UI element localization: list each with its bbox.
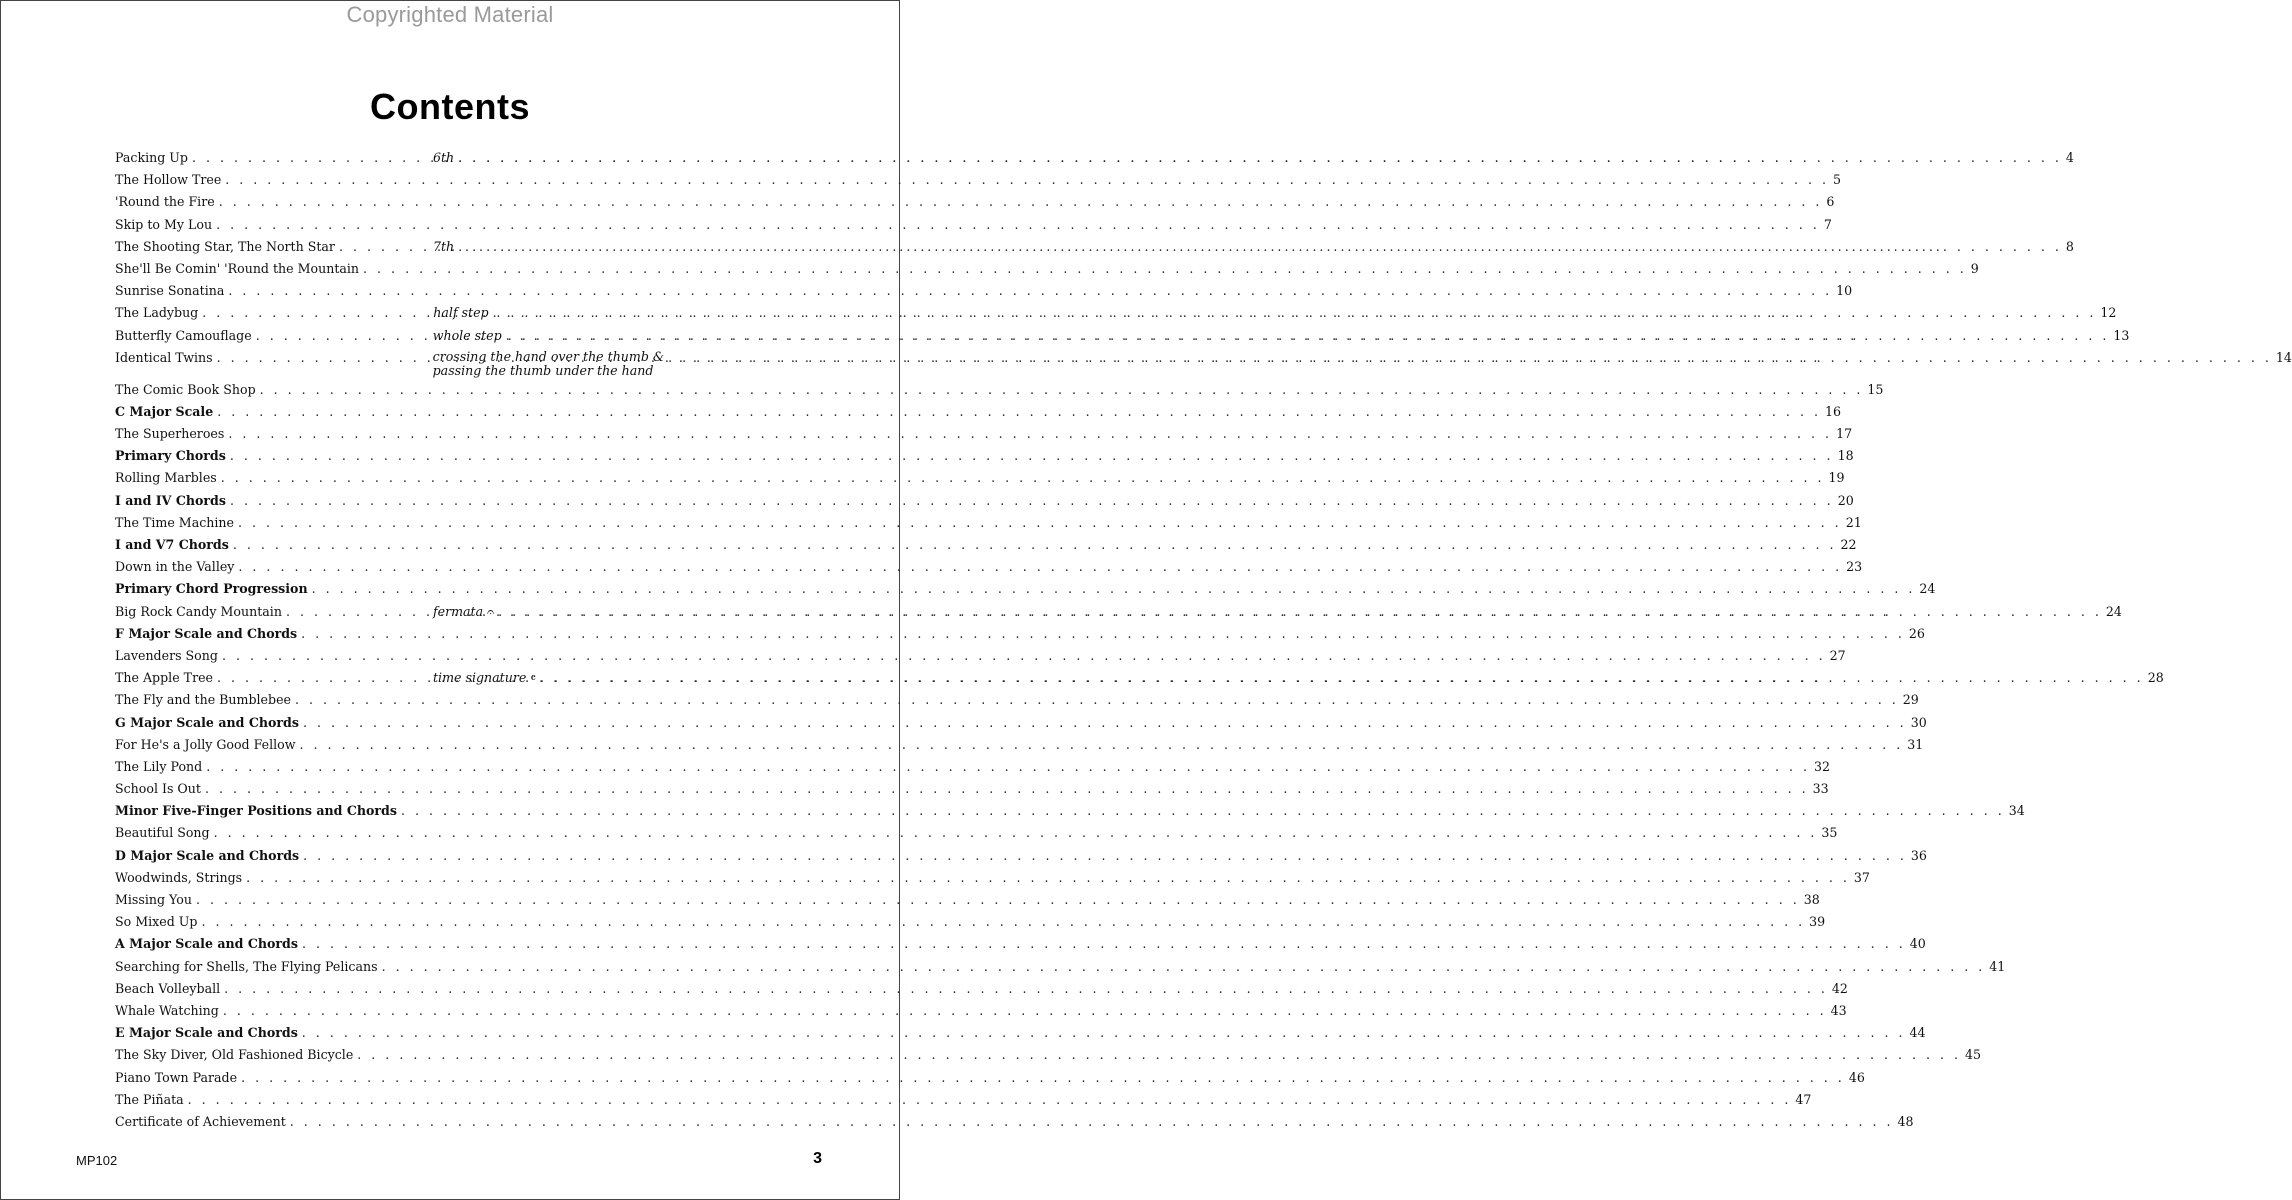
- toc-entry-title: Packing Up: [115, 150, 188, 165]
- toc-entry: [115, 889, 1820, 911]
- toc-entry-page: 12: [2100, 305, 2117, 321]
- dot-leader: [303, 845, 1907, 867]
- toc-entry: [115, 1111, 1914, 1133]
- toc-entry-title: The Fly and the Bumblebee: [115, 692, 291, 708]
- toc-entry: [115, 490, 1854, 512]
- toc-entry-page: 14: [2275, 349, 2292, 365]
- toc-entry: [115, 302, 2117, 324]
- toc-entry-note: [433, 236, 454, 258]
- toc-entry-title: Lavenders Song: [115, 647, 218, 663]
- dot-leader: [192, 147, 429, 169]
- toc-entry-note-text: 7th: [432, 238, 455, 254]
- toc-entry: [115, 578, 1936, 600]
- toc-entry: [115, 867, 1870, 889]
- toc-entry-page: 21: [1845, 514, 1862, 530]
- toc-entry-note: [433, 147, 454, 169]
- toc-entry-note: [433, 347, 665, 378]
- toc-entry-page: 35: [1821, 825, 1838, 841]
- toc-entry-page: 9: [1970, 260, 1979, 276]
- toc-entry-page: 23: [1846, 559, 1863, 575]
- time-signature-icon: 𝄴: [530, 670, 536, 686]
- toc-entry-page: 16: [1824, 403, 1841, 419]
- dot-leader: [217, 347, 429, 378]
- dot-leader: [260, 379, 1864, 401]
- toc-entry-title: Whale Watching: [115, 1002, 219, 1018]
- toc-entry: [115, 280, 1853, 302]
- toc-entry-title: The Superheroes: [115, 426, 225, 442]
- toc-entry: [115, 534, 1857, 556]
- toc-entry-title: Missing You: [115, 892, 192, 907]
- toc-entry: [115, 778, 1829, 800]
- dot-leader: [225, 169, 1829, 191]
- toc-entry: [115, 236, 2074, 258]
- toc-entry-page: 24: [1919, 581, 1936, 597]
- toc-entry-page: 27: [1829, 647, 1846, 663]
- toc-entry-title: Primary Chord Progression: [115, 581, 308, 597]
- dot-leader: [382, 956, 1986, 978]
- toc-entry-title: Sunrise Sonatina: [115, 283, 225, 299]
- toc-entry-page: 36: [1910, 847, 1927, 863]
- toc-entry-page: 8: [2065, 238, 2074, 254]
- toc-entry-title: School Is Out: [115, 781, 201, 797]
- toc-entry-note-text: time signature: [433, 670, 527, 686]
- dot-leader: [217, 401, 1821, 423]
- toc-entry-title: The Hollow Tree: [115, 172, 222, 188]
- toc-entry-note-line2: passing the thumb under the hand: [432, 362, 654, 378]
- toc-entry-page: 13: [2113, 327, 2130, 343]
- toc-entry-title: The Sky Diver, Old Fashioned Bicycle: [115, 1047, 354, 1063]
- toc-entry-page: 42: [1831, 980, 1848, 996]
- toc-entry: [115, 956, 2006, 978]
- toc-entry-page: 19: [1828, 470, 1845, 486]
- dot-leader: [201, 911, 1805, 933]
- toc-entry: [115, 933, 1926, 955]
- dot-leader: [221, 467, 1825, 489]
- toc-entry: [115, 147, 2074, 169]
- dot-leader: [668, 347, 2272, 378]
- dot-leader: [363, 258, 1967, 280]
- toc-entry-title: I and IV Chords: [115, 492, 226, 508]
- dot-leader: [493, 302, 2097, 324]
- toc-entry-title: C Major Scale: [115, 403, 214, 419]
- toc-entry-note: [433, 601, 494, 623]
- toc-entry-page: 20: [1837, 492, 1854, 508]
- toc-entry: [115, 512, 1862, 534]
- toc-entry-title: Beach Volleyball: [115, 980, 221, 996]
- toc-entry-page: 26: [1908, 625, 1925, 641]
- toc-entry: [115, 756, 1830, 778]
- toc-entry: [115, 1022, 1926, 1044]
- toc-entry: [115, 734, 1924, 756]
- dot-leader: [217, 667, 429, 689]
- dot-leader: [301, 623, 1905, 645]
- toc-entry: [115, 169, 1842, 191]
- toc-entry-title: The Lily Pond: [115, 758, 203, 774]
- dot-leader: [238, 556, 1842, 578]
- toc-entry-title: D Major Scale and Chords: [115, 847, 300, 863]
- dot-leader: [238, 512, 1842, 534]
- toc-entry: [115, 556, 1863, 578]
- toc-entry-title: Piano Town Parade: [115, 1069, 238, 1085]
- dot-leader: [228, 280, 1832, 302]
- dot-leader: [302, 1022, 1906, 1044]
- toc-entry-title: Primary Chords: [115, 448, 226, 464]
- toc-entry-title: F Major Scale and Chords: [115, 625, 298, 641]
- dot-leader: [286, 601, 429, 623]
- toc-entry-page: 7: [1823, 216, 1832, 232]
- toc-entry-page: 44: [1909, 1025, 1926, 1041]
- toc-entry-title: G Major Scale and Chords: [115, 714, 299, 730]
- toc-entry-note: [433, 302, 488, 324]
- page-number: 3: [813, 1150, 822, 1167]
- dot-leader: [214, 822, 1818, 844]
- dot-leader: [540, 667, 2144, 689]
- fermata-icon: 𝄐: [487, 603, 495, 619]
- toc-entry-page: 48: [1897, 1113, 1914, 1129]
- dot-leader: [246, 867, 1850, 889]
- toc-entry-page: 41: [1989, 958, 2006, 974]
- toc-entry-page: 22: [1840, 537, 1857, 552]
- toc-entry-title: The Shooting Star, The North Star: [115, 238, 335, 254]
- toc-entry-title: The Piñata: [115, 1091, 184, 1107]
- dot-leader: [233, 534, 1837, 556]
- copyright-watermark: Copyrighted Material: [346, 2, 554, 27]
- toc-entry-title: The Time Machine: [115, 514, 234, 530]
- dot-leader: [498, 601, 2102, 623]
- toc-entry: [115, 623, 1925, 645]
- toc-entry-title: She'll Be Comin' 'Round the Mountain: [115, 260, 360, 276]
- toc-entry-page: 37: [1853, 869, 1870, 885]
- toc-entry: [115, 1044, 1982, 1066]
- toc-entry-title: Minor Five-Finger Positions and Chords: [115, 803, 397, 819]
- toc-entry-page: 43: [1830, 1002, 1847, 1018]
- toc-entry-page: 31: [1907, 736, 1924, 752]
- toc-entry-page: 30: [1910, 714, 1927, 730]
- toc-entry-title: Beautiful Song: [115, 825, 210, 841]
- toc-entry-page: 45: [1965, 1047, 1982, 1063]
- dot-leader: [216, 214, 1820, 236]
- toc-entry-title: 'Round the Fire: [115, 194, 215, 210]
- toc-entry-title: The Ladybug: [115, 305, 199, 321]
- toc-entry: [115, 1000, 1847, 1022]
- toc-entry-page: 39: [1809, 914, 1826, 930]
- toc-entry-page: 38: [1803, 892, 1820, 907]
- dot-leader: [202, 302, 429, 324]
- toc-entry-title: The Comic Book Shop: [115, 381, 256, 397]
- toc-entry: [115, 1089, 1812, 1111]
- toc-entry-note-line1: crossing the hand over the thumb &: [432, 348, 665, 364]
- toc-entry: [115, 191, 1835, 213]
- toc-entry-page: 17: [1836, 426, 1853, 442]
- toc-entry: [115, 601, 2122, 623]
- toc-entry: [115, 689, 1919, 711]
- toc-entry-page: 15: [1867, 381, 1884, 397]
- dot-leader: [222, 645, 1826, 667]
- toc-entry-page: 40: [1909, 936, 1926, 952]
- toc-entry-note-text: fermata: [432, 603, 484, 619]
- toc-entry-note: [433, 667, 536, 689]
- dot-leader: [357, 1044, 1961, 1066]
- toc-entry-title: The Apple Tree: [115, 670, 213, 686]
- dot-leader: [196, 889, 1800, 911]
- dot-leader: [506, 325, 2110, 347]
- toc-entry: [115, 347, 2292, 379]
- toc-entry-page: 46: [1848, 1069, 1865, 1085]
- dot-leader: [303, 712, 1907, 734]
- toc-entry-note: [433, 325, 502, 347]
- toc-entry-page: 32: [1813, 758, 1830, 774]
- dot-leader: [300, 734, 1904, 756]
- toc-entry: [115, 845, 1927, 867]
- dot-leader: [458, 147, 2062, 169]
- dot-leader: [223, 1000, 1827, 1022]
- toc-entry-page: 18: [1837, 448, 1854, 464]
- catalog-code: MP102: [76, 1153, 118, 1168]
- toc-entry: [115, 800, 2025, 822]
- toc-entry-title: I and V7 Chords: [115, 537, 229, 552]
- toc-entry: [115, 645, 1846, 667]
- toc-entry-page: 47: [1795, 1091, 1812, 1107]
- dot-leader: [230, 490, 1834, 512]
- toc-entry-title: Identical Twins: [115, 349, 213, 365]
- dot-leader: [339, 236, 429, 258]
- toc-entry: [115, 325, 2130, 347]
- toc-entry: [115, 445, 1854, 467]
- dot-leader: [224, 978, 1828, 1000]
- toc-entry: [115, 822, 1838, 844]
- toc-entry: [115, 258, 1979, 280]
- toc-entry: [115, 911, 1826, 933]
- dot-leader: [312, 578, 1916, 600]
- dot-leader: [228, 423, 1832, 445]
- toc-entry-page: 6: [1826, 194, 1835, 210]
- toc-entry-title: Searching for Shells, The Flying Pelicans: [115, 958, 378, 974]
- toc-entry-page: 29: [1902, 692, 1919, 708]
- toc-entry: [115, 667, 2164, 689]
- toc-entry-title: Down in the Valley: [115, 559, 235, 575]
- toc-entry-title: Big Rock Candy Mountain: [115, 603, 282, 619]
- toc-entry: [115, 423, 1853, 445]
- toc-entry-page: 5: [1833, 172, 1842, 188]
- toc-entry-title: E Major Scale and Chords: [115, 1025, 298, 1041]
- toc-entry-note-text: half step: [433, 305, 489, 321]
- toc-entry: [115, 214, 1832, 236]
- toc-entry-page: 28: [2147, 670, 2164, 686]
- page-title: Contents: [370, 86, 530, 127]
- dot-leader: [188, 1089, 1792, 1111]
- dot-leader: [458, 236, 2062, 258]
- toc-entry: [115, 467, 1845, 489]
- toc-entry-title: So Mixed Up: [115, 914, 198, 930]
- toc-entry-title: Skip to My Lou: [115, 216, 213, 232]
- dot-leader: [206, 756, 1810, 778]
- dot-leader: [295, 689, 1899, 711]
- toc-entry-title: A Major Scale and Chords: [115, 936, 298, 952]
- toc-entry-note-text: whole step: [432, 327, 502, 343]
- toc-entry-page: 4: [2065, 150, 2074, 165]
- toc-entry-title: Woodwinds, Strings: [115, 869, 243, 885]
- toc-entry-page: 34: [2008, 803, 2025, 819]
- toc-entry-page: 33: [1812, 781, 1829, 797]
- dot-leader: [256, 325, 429, 347]
- toc-entry-page: 24: [2105, 603, 2122, 619]
- dot-leader: [205, 778, 1809, 800]
- toc-entry: [115, 1067, 1865, 1089]
- toc-entry-page: 10: [1836, 283, 1853, 299]
- dot-leader: [290, 1111, 1894, 1133]
- dot-leader: [401, 800, 2005, 822]
- toc-entry-title: Butterfly Camouflage: [115, 327, 252, 343]
- toc-entry: [115, 379, 1884, 401]
- toc-entry: [115, 978, 1848, 1000]
- dot-leader: [302, 933, 1906, 955]
- toc-entry-title: Certificate of Achievement: [115, 1113, 286, 1129]
- dot-leader: [219, 191, 1823, 213]
- toc-entry-title: For He's a Jolly Good Fellow: [115, 736, 296, 752]
- toc-entry-note-text: 6th: [432, 150, 455, 165]
- toc-entry: [115, 712, 1927, 734]
- dot-leader: [230, 445, 1834, 467]
- toc-entry-title: Rolling Marbles: [115, 470, 217, 486]
- table-of-contents: [115, 147, 2292, 1133]
- dot-leader: [241, 1067, 1845, 1089]
- toc-entry: [115, 401, 1841, 423]
